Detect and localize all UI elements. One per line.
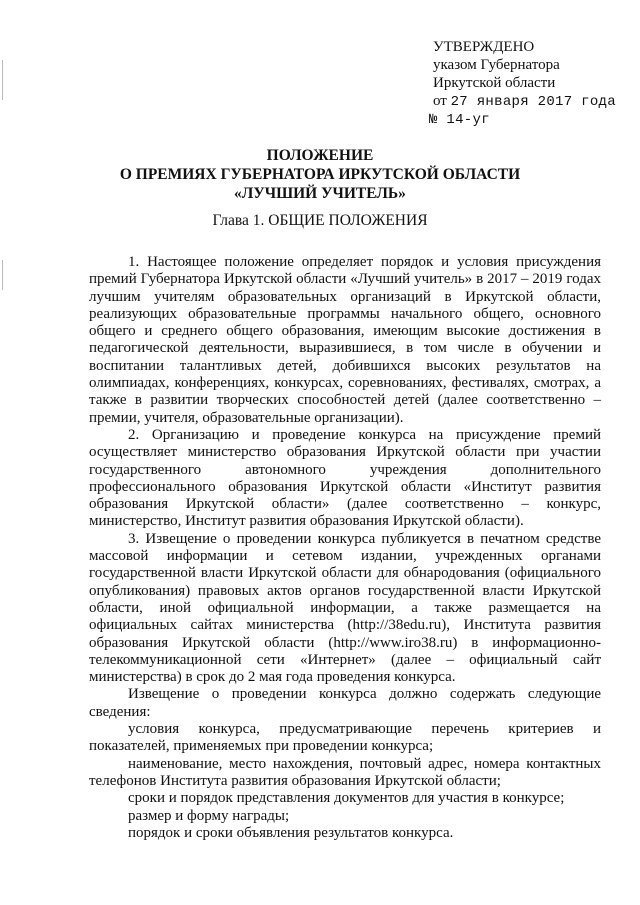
title-line-1: ПОЛОЖЕНИЕ — [266, 147, 374, 164]
decree-number: № 14-уг — [429, 112, 490, 128]
notice-item-contacts: наименование, место нахождения, почтовый адрес, номера контактных телефонов Института развития образования Иркутской области; — [89, 755, 601, 789]
scan-margin-mark — [2, 260, 3, 290]
by-decree-label: указом Губернатора — [433, 57, 560, 73]
notice-intro: Извещение о проведении конкурса должно содержать следующие сведения: — [89, 686, 601, 720]
date-line — [433, 92, 616, 111]
notice-item-deadlines: сроки и порядок представления документов для участия в конкурсе; — [128, 790, 565, 807]
region-label: Иркутской области — [433, 75, 556, 91]
notice-item-award: размер и форму награды; — [128, 807, 290, 824]
approval-stamp — [429, 38, 616, 129]
decree-date: 27 января 2017 года — [450, 94, 616, 110]
notice-item-results: порядок и сроки объявления результатов конкурса. — [128, 824, 454, 841]
paragraph-1: 1. Настоящее положение определяет порядок и условия присуждения премий Губернатора Иркутской области «Лучший учитель» в 2017 – 2019 годах лучшим учителям образовательных организаций в Иркутской области, реализующих образовательные программы начального общего, основного общего и среднего общего образования, имеющим высокие достижения в педагогической деятельности, выразившиеся, в том числе в обучении и воспитании талантливых детей, добившихся высоких результатов на олимпиадах, конференциях, конкурсах, соревнованиях, фестивалях, смотрах, а также в развитии творческих способностей детей (далее соответственно – премии, учителя, образовательные организации). — [89, 254, 601, 426]
approved-label: УТВЕРЖДЕНО — [433, 39, 535, 55]
date-prefix: от — [433, 93, 447, 109]
title-line-2: О ПРЕМИЯХ ГУБЕРНАТОРА ИРКУТСКОЙ ОБЛАСТИ — [119, 166, 521, 183]
title-line-3: «ЛУЧШИЙ УЧИТЕЛЬ» — [234, 185, 406, 202]
document-body — [89, 254, 601, 842]
scan-margin-mark — [2, 60, 3, 100]
document-title — [0, 146, 640, 203]
chapter-heading: Глава 1. ОБЩИЕ ПОЛОЖЕНИЯ — [212, 212, 428, 229]
paragraph-3: 3. Извещение о проведении конкурса публикуется в печатном средстве массовой информации и сетевом издании, учрежденных органами государственной власти Иркутской области для обнародования (официального опубликования) правовых актов органов государственной власти Иркутской области, иной официальной информации, а также размещается на официальных сайтах министерства (http://38edu.ru), Института развития образования Иркутской области (http://www.iro38.ru) в информационно-телекоммуникационной сети «Интернет» (далее – официальный сайт министерства) в срок до 2 мая года проведения конкурса. — [89, 530, 601, 686]
notice-item-conditions: условия конкурса, предусматривающие перечень критериев и показателей, применяемых при проведении конкурса; — [89, 721, 601, 755]
paragraph-2: 2. Организацию и проведение конкурса на присуждение премий осуществляет министерство образования Иркутской области при участии государственного автономного учреждения дополнительного профессионального образования Иркутской области «Институт развития образования Иркутской области» (далее соответственно – конкурс, министерство, Институт развития образования Иркутской области). — [89, 426, 601, 530]
